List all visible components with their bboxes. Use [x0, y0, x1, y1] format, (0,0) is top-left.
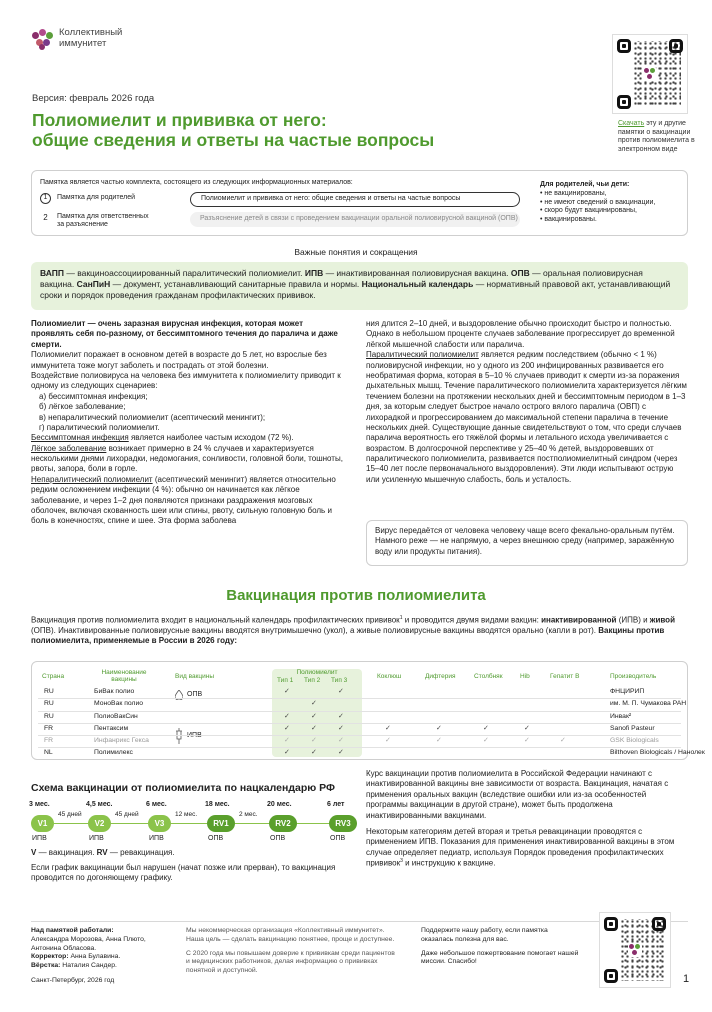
cell-country: FR — [44, 737, 54, 744]
footnote-ref: 3 — [400, 858, 403, 865]
schedule-node: V1 — [31, 815, 54, 832]
schedule-legend — [31, 848, 175, 858]
support-text: Поддержите нашу работу, если памятка оказалась полезна для вас. — [421, 927, 548, 943]
opv-text: ОПВ — [187, 690, 203, 698]
term-link: Паралитический полиомиелит — [366, 350, 479, 360]
paragraph-text: является редким последствием (обычно < 1 %) полиовирусной инфекции, но у одного из 200 инфицированных развивается его необратимая форма, которая в 5–10 % случаев приводит к смерти из-за поражения дыхательных мышц. Течение паралитического полиомиелита характеризуется лёгким течением болезни на протяжении нескольких дней и бессимптомным периодом в 1–3 дня, за которым следует быстрое начало острого вялого паралича (ОВП) с лихорадкой и прогрессированием до максимальной степени паралича в течение нескольких дней. Существующие данные свидетельствуют о том, что среди случаев паралича вероятность его тяжёлой формы и летального исхода увеличивается с возрастом. В долгосрочной перспективе у 25–40 % детей, выздоровевших от паралитического полиомиелита, развивается постполиомиелитный синдром (через 15–40 лет после первоначального выздоровления). Эти люди испытывают острую или усиленную мышечную слабость, боль и усталость. — [366, 350, 687, 484]
paragraph-text: является наиболее частым исходом (72 %). — [128, 433, 294, 443]
cell-check: ✓ — [311, 713, 317, 720]
cell-check: ✓ — [284, 749, 290, 756]
cell-check: ✓ — [284, 713, 290, 720]
cell-check: ✓ — [338, 713, 344, 720]
th-tetanus: Столбняк — [474, 673, 503, 680]
schedule-connector — [54, 823, 88, 824]
term-def: — вакциноассоциированный паралитический полиомиелит. — [63, 268, 305, 278]
schedule-age: 6 мес. — [146, 801, 167, 808]
schedule-vaccine-type: ИПВ — [89, 835, 104, 842]
title-line1: Полиомиелит и прививка от него: — [32, 110, 327, 130]
th-hib: Hib — [520, 673, 530, 680]
text: инактивированной — [541, 615, 617, 625]
cell-check: ✓ — [338, 725, 344, 732]
schedule-interval: 45 дней — [58, 811, 82, 818]
kit-pill-2[interactable]: Разъяснение детей в связи с проведением вакцинации оральной полиовирусной вакциной (ОПВ) — [190, 212, 520, 227]
schedule-vaccine-type: ИПВ — [32, 835, 47, 842]
schedule-title: Схема вакцинации от полиомиелита по нацкалендарю РФ — [31, 782, 335, 794]
terms-heading: Важные понятия и сокращения — [294, 247, 418, 257]
term: Национальный календарь — [361, 279, 474, 290]
text: и инструкцию к вакцине. — [402, 858, 496, 868]
schedule-age: 3 мес. — [29, 801, 50, 808]
cell-check: ✓ — [311, 725, 317, 732]
schedule-age: 18 мес. — [205, 801, 230, 808]
schedule-connector — [111, 823, 148, 824]
cell-country: FR — [44, 725, 54, 732]
right-column — [366, 319, 688, 485]
kit-label-2: Памятка для ответственных за разъяснение — [57, 213, 149, 229]
section-title: Вакцинация против полиомиелита — [226, 587, 486, 604]
table-row-divider — [38, 747, 681, 748]
cell-maker: им. М. П. Чумакова РАН — [610, 700, 687, 707]
text: Некоторым категориям детей вторая и третья ревакцинации проводятся с применением ИПВ. Показания для применения инактивированной вакцины в этом случае определяет педиатр, используя Порядок проведения профилактических прививок — [366, 826, 675, 868]
schedule-age: 20 мес. — [267, 801, 292, 808]
table-row-divider — [38, 711, 681, 712]
scenario-item: г) паралитический полиомиелит. — [39, 422, 160, 432]
support-text: Даже небольшое пожертвование помогает нашей миссии. Спасибо! — [421, 949, 579, 966]
legend-text: — вакцинация. — [36, 848, 97, 857]
version: Версия: февраль 2026 года — [32, 93, 155, 104]
cell-country: RU — [44, 700, 54, 707]
kit-num-1: 1 — [40, 193, 51, 204]
cell-maker: Инвак² — [610, 713, 632, 720]
term-link: Непаралитический полиомиелит — [31, 474, 153, 484]
cell-name: БиВак полио — [94, 688, 135, 695]
cell-check: ✓ — [284, 688, 290, 695]
title-line2: общие сведения и ответы на частые вопросы — [32, 130, 435, 151]
footer-credits — [31, 927, 171, 986]
cell-check: ✓ — [436, 725, 442, 732]
parents-item: • скоро будут вакцинированы, — [540, 207, 680, 216]
parents-list — [540, 181, 680, 225]
table-row — [32, 688, 687, 698]
schedule-node: RV3 — [329, 815, 357, 832]
table-row-divider — [38, 698, 681, 699]
parents-item: • не вакцинированы, — [540, 190, 680, 199]
term: СанПиН — [76, 279, 111, 290]
qr-code-donate[interactable] — [599, 912, 671, 988]
th-type2: Тип 2 — [304, 677, 321, 684]
cell-check: ✓ — [483, 725, 489, 732]
term-link: Лёгкое заболевание — [31, 443, 107, 453]
schedule-connector — [297, 823, 329, 824]
term-def: — документ, устанавливающий санитарные правила и нормы. — [110, 279, 362, 290]
legend-text: — ревакцинация. — [107, 848, 175, 857]
paragraph — [31, 475, 345, 527]
table-row-divider — [38, 735, 681, 736]
table-row-divider — [38, 723, 681, 724]
th-maker: Производитель — [610, 673, 657, 680]
schedule-age: 4,5 мес. — [86, 801, 113, 808]
schedule-diagram — [31, 799, 361, 849]
credits-city: Санкт-Петербург, 2026 год — [31, 977, 115, 985]
schedule-vaccine-type: ОПВ — [270, 835, 286, 842]
schedule-interval: 45 дней — [115, 811, 139, 818]
terms-box — [31, 262, 688, 310]
qr-code-download[interactable] — [612, 34, 688, 114]
cell-check: ✓ — [284, 725, 290, 732]
footer-support — [421, 927, 581, 967]
cell-check: ✓ — [436, 737, 442, 744]
cell-check: ✓ — [311, 749, 317, 756]
kit-num-2: 2 — [43, 213, 48, 222]
term: ВАПП — [40, 268, 64, 278]
schedule-interval: 12 мес. — [175, 811, 198, 818]
cell-maker: Bilthoven Biologicals / Нанолек — [610, 749, 705, 756]
parents-title: Для родителей, чьи дети: — [540, 181, 630, 188]
th-polio: Полиомиелит — [296, 669, 338, 676]
credits-authors: Александра Морозова, Анна Плюто, Антонина Обласова. — [31, 935, 146, 952]
table-row — [32, 737, 687, 747]
kit-item-1 — [40, 193, 135, 204]
cell-name: Полимилекс — [94, 749, 133, 756]
paragraph: Полиомиелит поражает в основном детей в возрасте до 5 лет, но взрослые без иммунитета тоже могут заболеть и пострадать от этой болезни. — [31, 350, 327, 370]
footnote-ref: 1 — [399, 615, 403, 621]
qr-note-text: эту и другие памятки о вакцинации против полиомиелита в электронном виде — [618, 120, 695, 153]
cell-name: ПолиоВакСин — [94, 713, 138, 720]
schedule-interval: 2 мес. — [239, 811, 258, 818]
late-schedule-note: Если график вакцинации был нарушен (начат позже или прерван), то вакцинация проводится по догоняющему графику. — [31, 863, 336, 883]
cell-maker: ФНЦИРИП — [610, 688, 645, 695]
kit-box — [31, 170, 688, 236]
kit-label-1: Памятка для родителей — [57, 194, 135, 202]
th-type3: Тип 3 — [331, 677, 348, 684]
term: ИПВ — [304, 268, 324, 278]
page-number: 1 — [683, 973, 690, 985]
cell-name: МоноВак полио — [94, 700, 144, 707]
scenario-item: в) непаралитический полиомиелит (асептический менингит); — [39, 412, 266, 422]
cell-check: ✓ — [385, 725, 391, 732]
paragraph-text: (асептический менингит) является относительно редким осложнением инфекции (4 %): обычно он начинается как лёгкое заболевание, и через 1–2 дня появляются признаки раздражения мозговых оболочек, включая скованность шеи или спины, рвоту, сильную головную боль и боль в конечностях, спине и шее. Эта форма заболева — [31, 474, 336, 526]
paragraph-text: возникает примерно в 24 % случаев и характеризуется несколькими днями лихорадки, недомогания, сонливости, головной боли, тошноты, рвоты, запора, боли в горле. — [31, 443, 343, 474]
term-link: Бессимптомная инфекция — [31, 433, 129, 443]
table-row — [32, 749, 705, 759]
th-pertussis: Коклюш — [377, 673, 402, 680]
scenario-item: а) бессимптомная инфекция; — [39, 391, 148, 401]
schedule-node: V2 — [88, 815, 111, 832]
cell-check: ✓ — [483, 737, 489, 744]
cell-name: Инфанрикс Гекса — [94, 737, 149, 744]
paragraph — [366, 827, 686, 869]
download-link[interactable]: Скачать — [618, 120, 645, 127]
cell-name: Пентаксим — [94, 725, 129, 732]
text: Вакцинация против полиомиелита входит в национальный календарь профилактических прививок — [31, 615, 400, 625]
page-title — [32, 110, 452, 150]
logo — [32, 28, 122, 50]
cell-check: ✓ — [284, 737, 290, 744]
th-country: Страна — [42, 673, 65, 680]
cell-maker: GSK Biologicals — [610, 737, 659, 744]
parents-item: • вакцинированы. — [540, 216, 680, 225]
paragraph — [31, 444, 345, 475]
org-text: Мы некоммерческая организация «Коллективный иммунитет». Наша цель — сделать вакцинацию понятнее, проще и доступнее. — [186, 927, 395, 943]
kit-intro: Памятка является частью комплекта, состоящего из следующих информационных материалов: — [40, 179, 353, 186]
cell-check: ✓ — [524, 737, 530, 744]
paragraph: Воздействие полиовируса на человека без иммунитета к полиомиелиту приводит к одному из следующих сценариев: — [31, 370, 341, 391]
footer-org — [186, 927, 396, 976]
table-row — [32, 725, 687, 735]
th-type: Вид вакцины — [175, 673, 215, 680]
legend-term: V — [31, 848, 37, 857]
logo-line1: Коллективный — [59, 27, 123, 38]
credits-label: Корректор: — [31, 953, 69, 961]
qr-note — [618, 120, 698, 154]
course-text — [366, 769, 686, 869]
th-diphtheria: Дифтерия — [425, 673, 456, 680]
th-hepb: Гепатит В — [550, 673, 580, 680]
text: (ОПВ). Инактивированные полиовирусные вакцины вводятся внутримышечно (укол), а живые полиовирусные вакцины вводятся орально (капли в рот). — [31, 626, 599, 636]
text: и проводится двумя видами вакцин: — [402, 615, 542, 625]
cell-check: ✓ — [338, 737, 344, 744]
term-def: — оральная полиовирусная вакцина. — [40, 268, 643, 290]
left-column — [31, 319, 345, 527]
schedule-vaccine-type: ОПВ — [330, 835, 346, 842]
kit-pill-1[interactable]: Полиомиелит и прививка от него: общие сведения и ответы на частые вопросы — [190, 192, 520, 207]
parents-item: • не имеют сведений о вакцинации, — [540, 199, 680, 208]
paragraph: ния длится 2–10 дней, и выздоровление обычно происходит быстро и полностью. Однако в небольшом проценте случаев заболевание прогрессирует до временной лёгкой мышечной слабости или паралича. — [366, 319, 675, 349]
cell-check: ✓ — [311, 700, 317, 707]
cell-check: ✓ — [560, 737, 566, 744]
lead-text: Полиомиелит — очень заразная вирусная инфекция, которая может проявлять себя по-разному, от бессимптомного течения до паралича и даже смерти. — [31, 319, 338, 349]
vacc-intro — [31, 615, 691, 647]
table-row — [32, 700, 687, 710]
paragraph — [31, 433, 345, 443]
term: ОПВ — [510, 268, 530, 278]
scenario-item: б) лёгкое заболевание; — [39, 402, 126, 412]
schedule-vaccine-type: ИПВ — [149, 835, 164, 842]
org-text: С 2020 года мы повышаем доверие к прививкам среди пациентов и медицинских работников, делая информацию о прививках понятной и доступной. — [186, 949, 395, 975]
schedule-node: V3 — [148, 815, 171, 832]
cell-country: RU — [44, 688, 54, 695]
schedule-node: RV2 — [269, 815, 297, 832]
schedule-age: 6 лет — [327, 801, 345, 808]
schedule-vaccine-type: ОПВ — [208, 835, 224, 842]
logo-icon — [32, 29, 54, 49]
footer-divider — [31, 921, 688, 922]
th-name: Наименование вакцины — [101, 669, 147, 684]
paragraph: Курс вакцинации против полиомиелита в Российской Федерации начинают с инактивированной вакцины вне зависимости от возраста. Вакцинация, начатая с применения оральных вакцин (вследствие ошибки или из-за особенностей программы вакцинации в другой стране), может быть продолжена инактивированными вакцинами. — [366, 769, 669, 820]
cell-country: NL — [44, 749, 53, 756]
term-def: — нормативный правовой акт, устанавливающий сроки и порядок проведения гражданам профилактических прививок. — [40, 279, 671, 301]
credits-label: Вёрстка: — [31, 962, 61, 970]
vaccine-table — [31, 661, 705, 760]
cell-check: ✓ — [338, 749, 344, 756]
legend-term: RV — [96, 848, 108, 857]
text: Вакцины против полиомиелита, применяемые в России в 2026 году: — [31, 626, 665, 646]
credits-name: Наталия Сандер. — [60, 962, 117, 970]
schedule-connector — [235, 823, 269, 824]
logo-line2: иммунитет — [59, 37, 107, 49]
cell-check: ✓ — [311, 737, 317, 744]
cell-check: ✓ — [338, 688, 344, 695]
schedule-node: RV1 — [207, 815, 235, 832]
cell-check: ✓ — [385, 737, 391, 744]
kit-item-2 — [40, 213, 152, 229]
cell-country: RU — [44, 713, 54, 720]
text: живой — [649, 615, 675, 625]
paragraph — [366, 350, 688, 485]
cell-check: ✓ — [524, 725, 530, 732]
credits-name: Анна Булавина. — [68, 953, 121, 961]
term-def: — инактивированная полиовирусная вакцина. — [323, 268, 511, 278]
schedule-connector — [171, 823, 207, 824]
cell-maker: Sanofi Pasteur — [610, 725, 655, 732]
th-type1: Тип 1 — [277, 677, 294, 684]
credits-title: Над памяткой работали: — [31, 927, 114, 934]
transmission-box: Вирус передаётся от человека человеку чаще всего фекально-оральным путём. Намного реже — не напрямую, а через внешнюю среду (например, заражённую воду или продукты питания). — [366, 520, 688, 566]
table-row — [32, 713, 687, 723]
text: (ИПВ) и — [616, 615, 650, 625]
